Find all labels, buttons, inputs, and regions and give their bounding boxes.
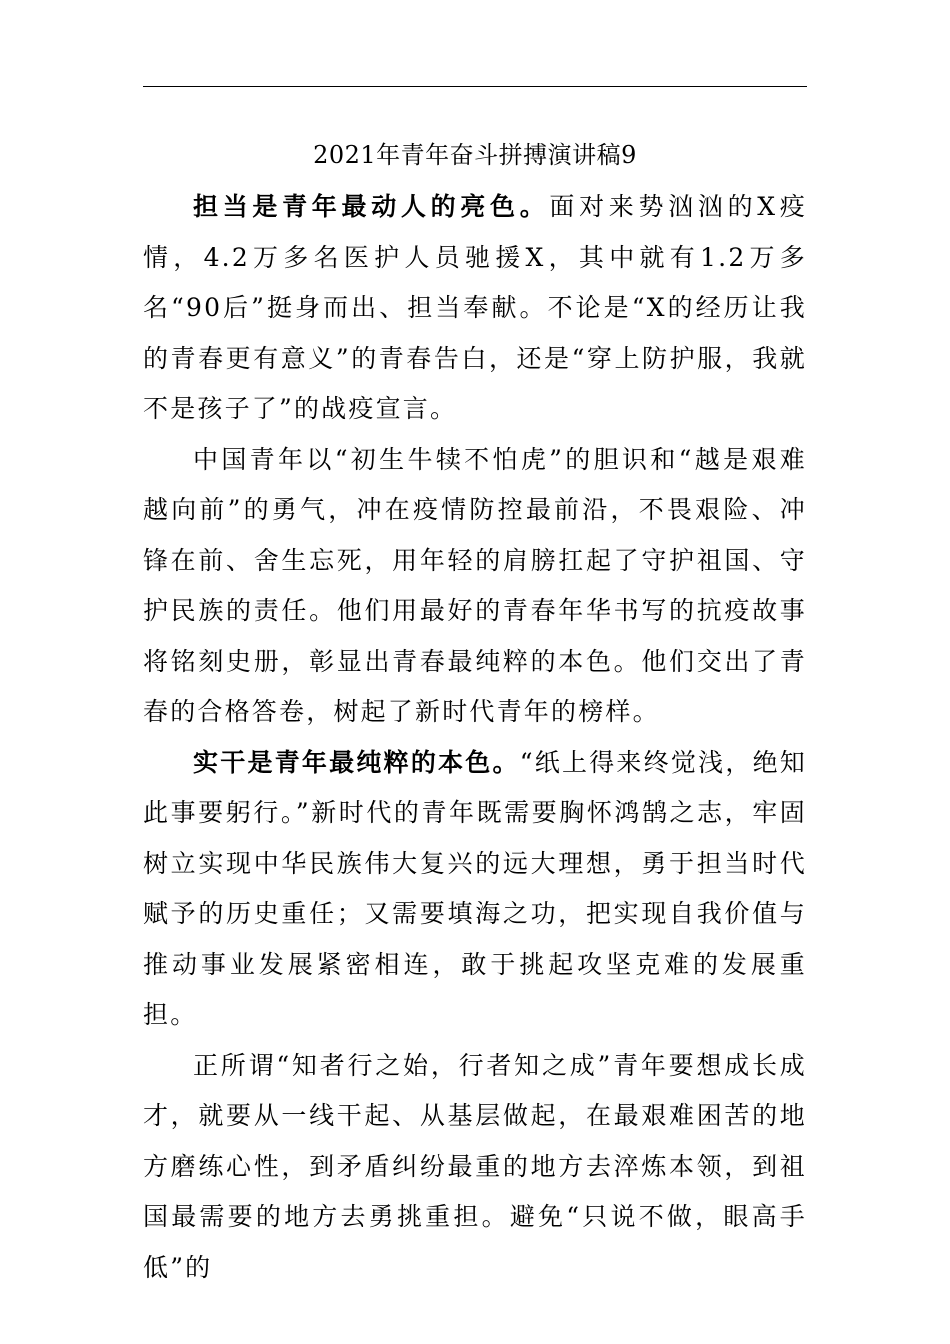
- paragraph-2: [143, 435, 807, 738]
- paragraph-4-text: 正所谓“知者行之始，行者知之成”青年要想成长成才，就要从一线干起、从基层做起，在最艰难困苦的地方磨练心性，到矛盾纠纷最重的地方去淬炼本领，到祖国最需要的地方去勇挑重担。避免“只说不做，眼高手低”的: [143, 1050, 807, 1282]
- document-body: [143, 182, 807, 1293]
- header-rule: [143, 86, 807, 87]
- paragraph-3-text: “纸上得来终觉浅，绝知此事要躬行。”新时代的青年既需要胸怀鸿鹄之志，牢固树立实现中华民族伟大复兴的远大理想，勇于担当时代赋予的历史重任；又需要填海之功，把实现自我价值与推动事业发展紧密相连，敢于挑起攻坚克难的发展重担。: [143, 747, 807, 1029]
- paragraph-3: [143, 738, 807, 1041]
- paragraph-4: [143, 1041, 807, 1294]
- paragraph-3-lead: 实干是青年最纯粹的本色。: [193, 747, 520, 777]
- paragraph-1-text: 面对来势汹汹的X疫情，4.2万多名医护人员驰援X，其中就有1.2万多名“90后”挺身而出、担当奉献。不论是“X的经历让我的青春更有意义”的青春告白，还是“穿上防护服，我就不是孩子了”的战疫宣言。: [143, 192, 807, 423]
- paragraph-1: [143, 182, 807, 435]
- paragraph-1-lead: 担当是青年最动人的亮色。: [193, 192, 550, 221]
- document-title: 2021年青年奋斗拼搏演讲稿9: [313, 141, 637, 169]
- paragraph-2-text: 中国青年以“初生牛犊不怕虎”的胆识和“越是艰难越向前”的勇气，冲在疫情防控最前沿，不畏艰险、冲锋在前、舍生忘死，用年轻的肩膀扛起了守护祖国、守护民族的责任。他们用最好的青春年华书写的抗疫故事将铭刻史册，彰显出青春最纯粹的本色。他们交出了青春的合格答卷，树起了新时代青年的榜样。: [143, 444, 807, 726]
